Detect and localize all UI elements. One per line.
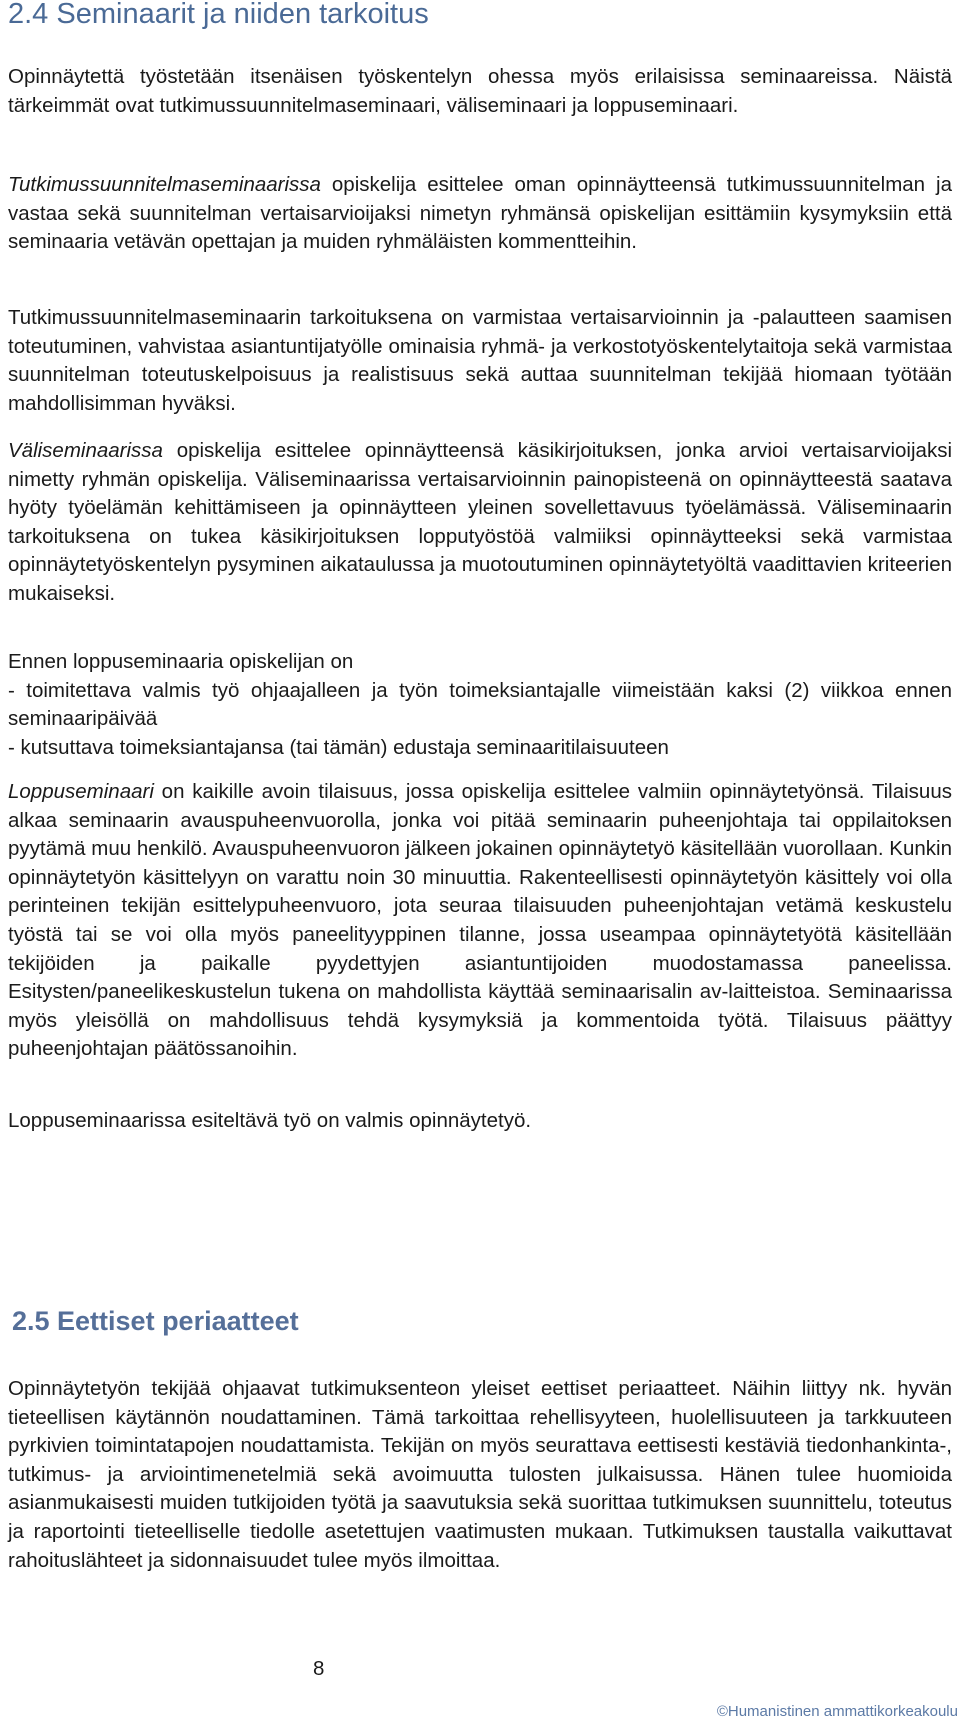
paragraph-seminar-purpose: Tutkimussuunnitelmaseminaarin tarkoituksena on varmistaa vertaisarvioinnin ja -palautteen saamisen toteutuminen, vahvistaa asiantuntijatyölle ominaisia ryhmä- ja verkostotyöskentelytaitoja sekä varmistaa suunnitelman toteutuskelpoisuus ja realistisuus sekä auttaa suunnitelman tekijää hiomaan työtään mahdollisimman hyväksi.	[8, 306, 952, 415]
section-heading-seminaarit: 2.4 Seminaarit ja niiden tarkoitus	[8, 0, 429, 30]
list-item: - kutsuttava toimeksiantajansa (tai tämän) edustaja seminaaritilaisuuteen	[8, 735, 669, 759]
paragraph-before-final-seminar	[8, 648, 952, 762]
paragraph-intro: Opinnäytettä työstetään itsenäisen työskentelyn ohessa myös erilaisissa seminaareissa. Näistä tärkeimmät ovat tutkimussuunnitelmaseminaari, väliseminaari ja loppuseminaari.	[8, 65, 952, 117]
list-intro: Ennen loppuseminaaria opiskelijan on	[8, 650, 354, 673]
paragraph-loppuseminaari	[8, 778, 952, 1064]
page-number: 8	[313, 1657, 325, 1680]
term-valiseminaari: Väliseminaarissa	[8, 439, 163, 462]
paragraph-ethics: Opinnäytetyön tekijää ohjaavat tutkimuksenteon yleiset eettiset periaatteet. Näihin liittyy nk. hyvän tieteellisen käytännön noudattaminen. Tämä tarkoittaa rehellisyyteen, huolellisuuteen ja tarkkuuteen pyrkivien toimintatapojen noudattamista. Tekijän on myös seurattava eettisesti kestäviä tiedonhankinta-, tutkimus- ja arviointimenetelmiä sekä avoimuutta tulosten julkaisussa. Hänen tulee huomioida asianmukaisesti muiden tutkijoiden työtä ja saavutuksia sekä suorittaa tutkimuksen suunnittelu, toteutus ja raportointi tieteelliselle tiedolle asetettujen vaatimusten mukaan. Tutkimuksen taustalla vaikuttavat rahoituslähteet ja sidonnaisuudet tulee myös ilmoittaa.	[8, 1377, 952, 1572]
paragraph-text: on kaikille avoin tilaisuus, jossa opiskelija esittelee valmiin opinnäytetyönsä. Tilaisuus alkaa seminaarin avauspuheenvuorolla, jonka voi pitää seminaarin puheenjohtaja tai oppilaitoksen pyytämä muu henkilö. Avauspuheenvuoron jälkeen jokainen opinnäytetyö käsitellään vuorollaan. Kunkin opinnäytetyön käsittelyyn on varattu noin 30 minuuttia. Rakenteellisesti opinnäytetyön käsittely voi olla perinteinen tekijän esittelypuheenvuoro, jota seuraa tilaisuuden puheenjohtajan vetämä keskustelu työstä tai se voi olla myös paneelityyppinen tilanne, jossa useampaa opinnäytetyötä käsitellään tekijöiden ja paikalle pyydettyjen asiantuntijoiden muodostamassa paneelissa. Esitysten/paneelikeskustelun tukena on mahdollista käyttää seminaarisalin av-laitteistoa. Seminaarissa myös yleisöllä on mahdollisuus tehdä kysymyksiä ja kommentoida työtä. Tilaisuus päättyy puheenjohtajan päätössanoihin.	[8, 780, 952, 1061]
section-heading-eettiset: 2.5 Eettiset periaatteet	[12, 1306, 299, 1336]
term-tutkimussuunnitelmaseminaari: Tutkimussuunnitelmaseminaarissa	[8, 173, 321, 196]
paragraph-tutkimussuunnitelmaseminaari	[8, 171, 952, 257]
term-loppuseminaari: Loppuseminaari	[8, 780, 154, 803]
list-item: - toimitettava valmis työ ohjaajalleen ja työn toimeksiantajalle viimeistään kaksi (2) viikkoa ennen seminaaripäivää	[8, 678, 952, 731]
copyright-footer: ©Humanistinen ammattikorkeakoulu	[716, 1703, 958, 1720]
paragraph-text: opiskelija esittelee opinnäytteensä käsikirjoituksen, jonka arvioi vertaisarvioijaksi nimetty ryhmän opiskelija. Väliseminaarissa vertaisarvioinnin painopisteenä on opinnäytteestä saatava hyöty työelämän kehittämiseen ja opinnäytteen yleinen sovellettavuus työelämässä. Väliseminaarin tarkoituksena on tukea käsikirjoituksen lopputyöstöä valmiiksi opinnäytteeksi sekä varmistaa opinnäytetyöskentelyn pysyminen aikataulussa ja muotoutuminen opinnäytetyöltä vaadittavien kriteerien mukaiseksi.	[8, 439, 952, 605]
paragraph-text: opiskelija esittelee oman opinnäytteensä tutkimussuunnitelman ja vastaa sekä suunnitelman vertaisarvioijaksi nimetyn ryhmänsä opiskelijan esittämiin kysymyksiin että seminaaria vetävän opettajan ja muiden ryhmäläisten kommentteihin.	[8, 173, 952, 254]
paragraph-final-work: Loppuseminaarissa esiteltävä työ on valmis opinnäytetyö.	[8, 1109, 532, 1132]
paragraph-valiseminaari	[8, 437, 952, 609]
